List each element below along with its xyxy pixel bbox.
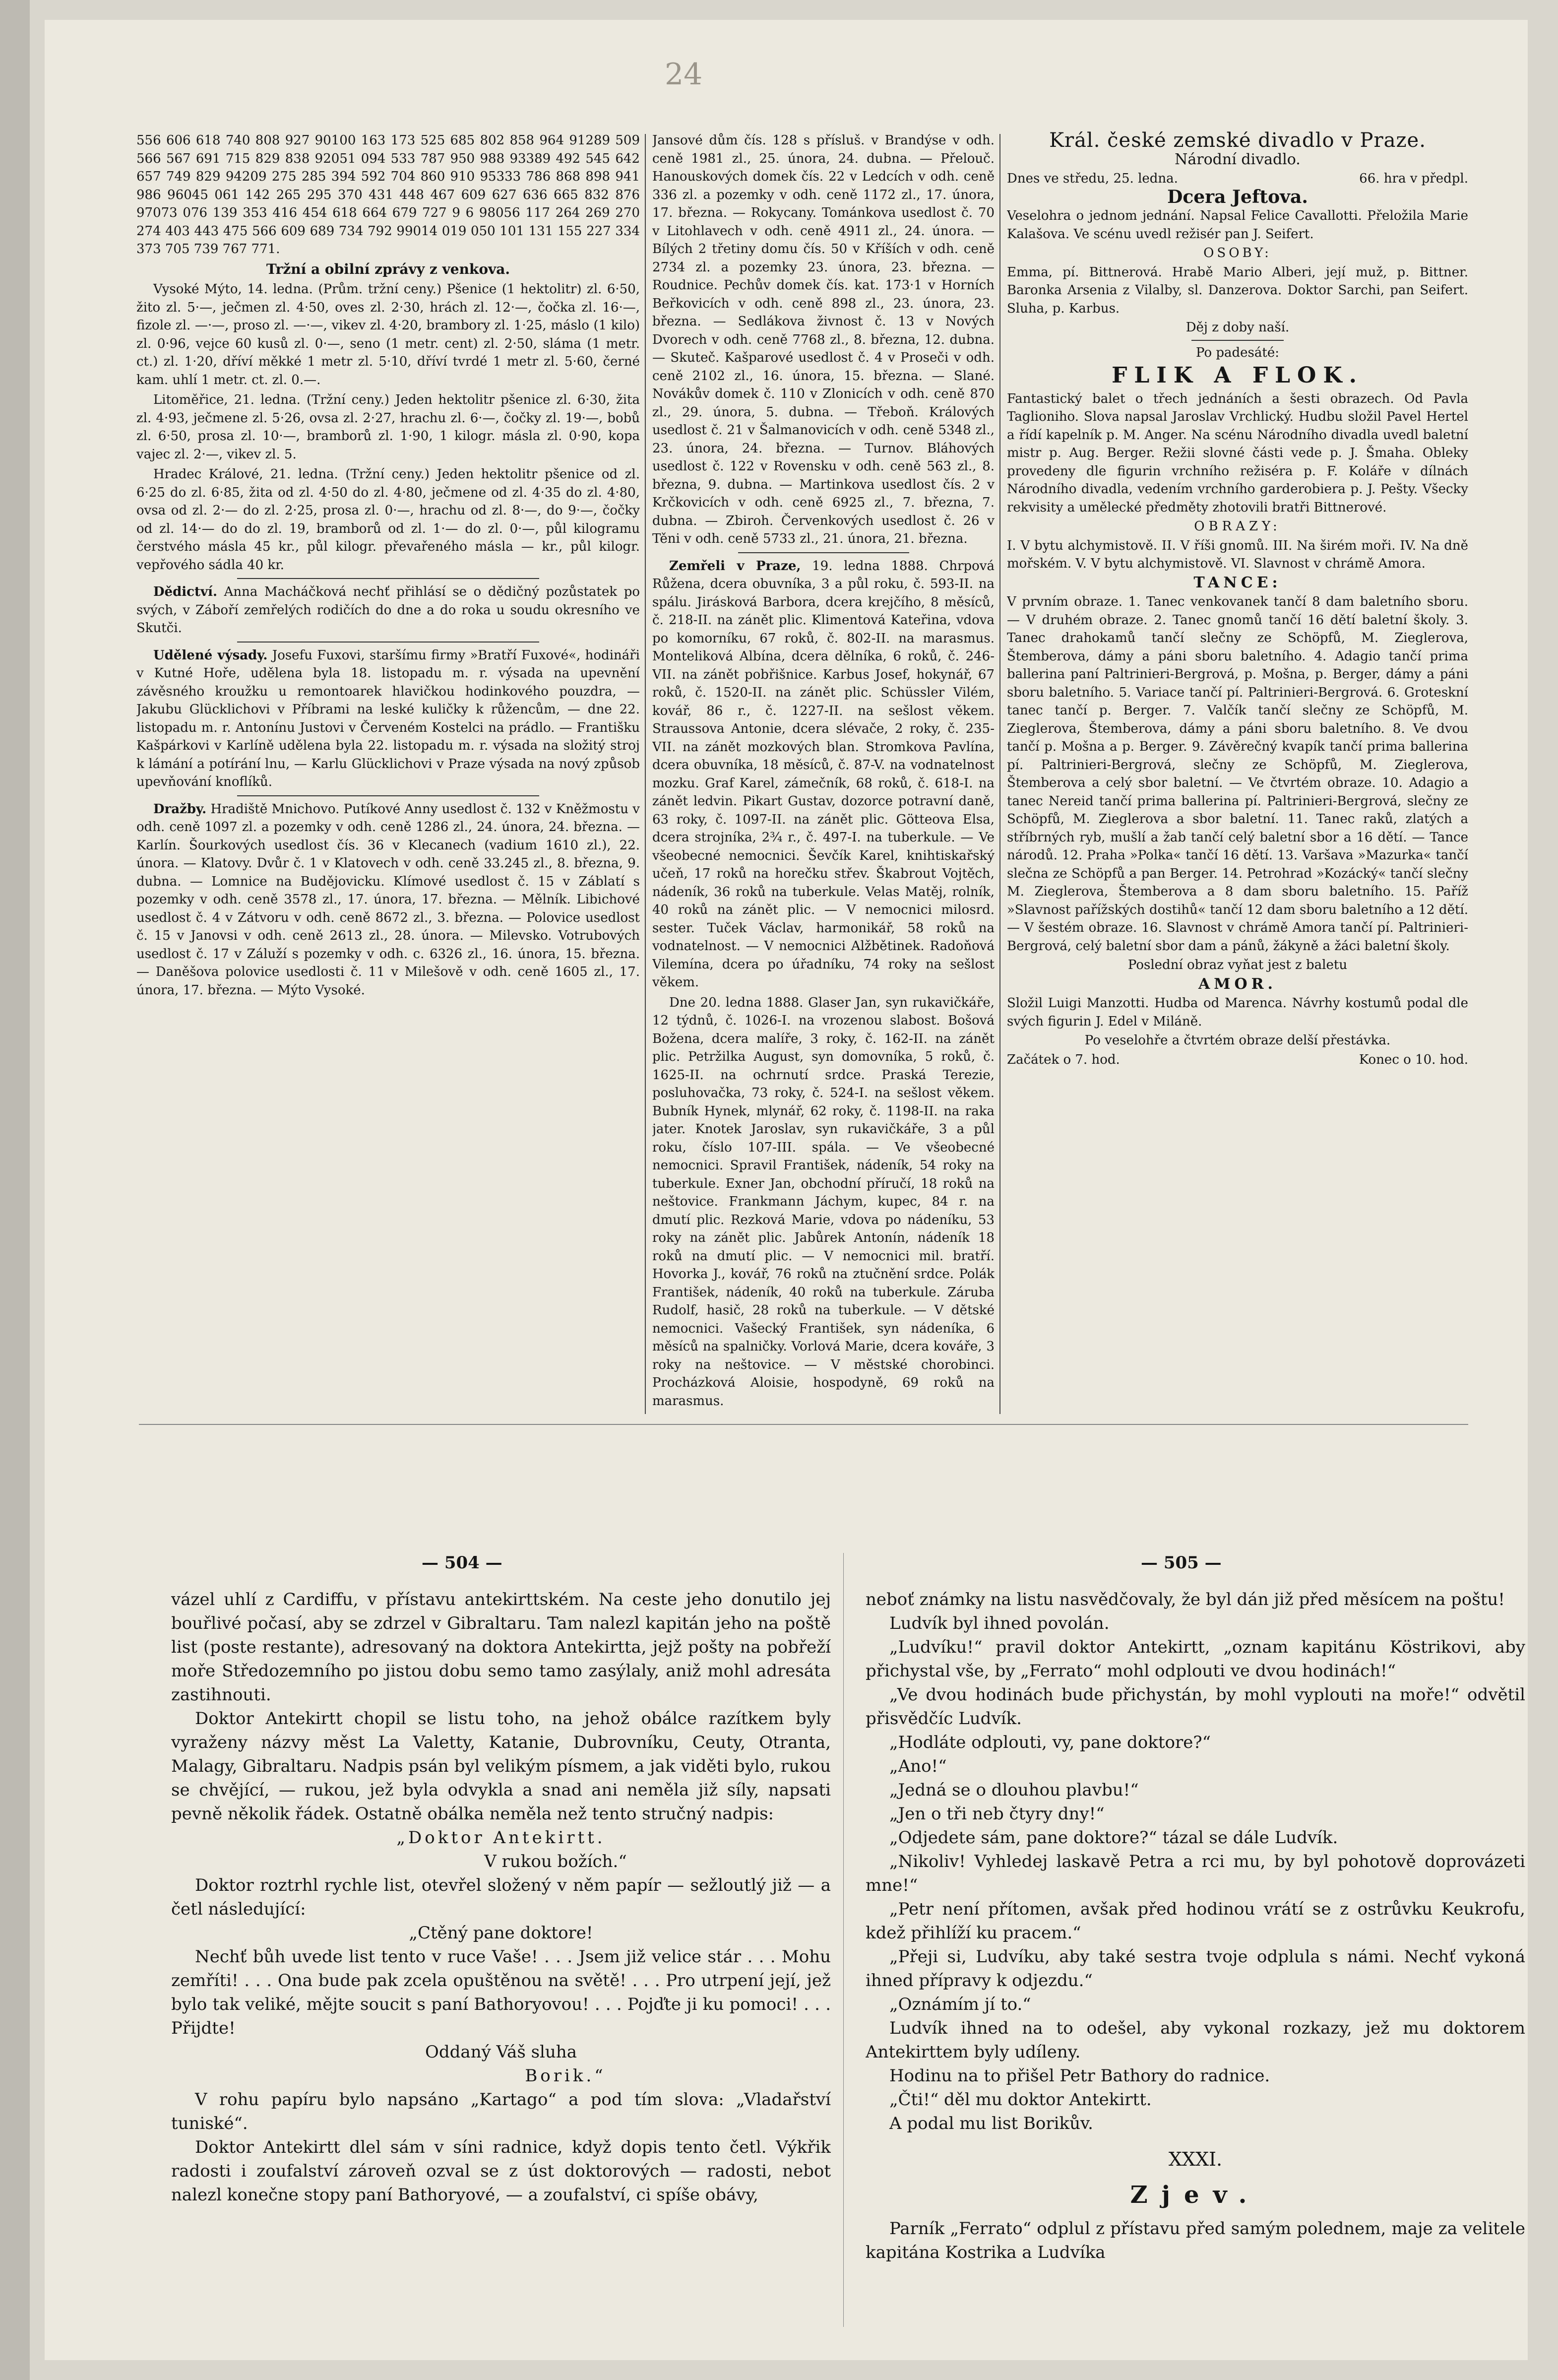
- theatre-title: Král. české zemské divadlo v Praze.: [1049, 131, 1426, 152]
- novel-paragraph: vázel uhlí z Cardiffu, v přístavu antekirttském. Na ceste jeho donutilo jej bouřlivé počasí, aby se zdrzel v Gibraltaru. Tam nalezl kapitán jeho na poště list (poste restante), adresovaný na doktora Antekirtta, jejž pošty na pobřeží moře Středozemního po jistou dobu semo tamo zasýlaly, aniž mohl adresáta zastihnouti.: [171, 1590, 831, 1705]
- letter-body: Nechť bůh uvede list tento v ruce Vaše! . . . Jsem již velice stár . . . Mohu zemříti! . . . Ona bude pak zcela opuštěnou na světě! . . . Pro utrpení její, jež bylo tak veliké, mějte soucit s paní Bathoryovou! . . . Pojďte ji ku pomoci! . . . Přijdte!: [171, 1947, 831, 2038]
- amor-label: AMOR.: [1198, 975, 1277, 993]
- novel-paragraph: „Jedná se o dlouhou plavbu!“: [889, 1780, 1139, 1800]
- inheritance-notice: [136, 583, 640, 638]
- date-line: Dnes ve středu, 25. ledna.: [1007, 171, 1178, 186]
- novel-paragraph: „Ano!“: [889, 1756, 947, 1776]
- scenes-text: I. V bytu alchymistově. II. V říši gnomů. III. Na širém moři. IV. Na dně mořském. V. V bytu alchymistově. VI. Slavnost v chrámě Amora.: [1007, 538, 1468, 571]
- column-3-theatre: [1007, 131, 1468, 1416]
- deaths-notice: [652, 557, 995, 992]
- letter-address: V rukou božích.“: [484, 1852, 627, 1871]
- novel-right-page: [866, 1588, 1525, 2342]
- novel-paragraph: „Petr není přítomen, avšak před hodinou vrátí se z ostrůvku Keukrofu, kdež přihlíží ku pracem.“: [866, 1899, 1525, 1943]
- scenes-label: OBRAZY:: [1194, 519, 1281, 534]
- auctions-heading: Dražby.: [153, 801, 207, 817]
- end-time: Konec o 10. hod.: [1359, 1052, 1468, 1067]
- novel-paragraph: V rohu papíru bylo napsáno „Kartago“ a pod tím slova: „Vladařství tuniské“.: [171, 2090, 831, 2133]
- deaths-text-1: 19. ledna 1888. Chrpová Růžena, dcera obuvníka, 3 a půl roku, č. 593-II. na spálu. Jirásková Barbora, dcera krejčího, 8 měsíců, č. 218-II. na zánět plic. Klimentová Kateřina, vdova po komorníku, 67 roků, č. 802-II. na marasmus. Monteliková Albína, dcera dělníka, 6 roků, č. 246-VII. na zánět pobřišnice. Karbus Josef, hokynář, 67 roků, č. 1520-II. na zánět plic. Schüssler Vilém, kovář, 86 r., č. 1227-II. na sešlost věkem. Straussova Antonie, dcera slévače, 2 roky, č. 235-VII. na zánět mozkových blan. Stromkova Pavlína, dcera obuvníka, 18 měsíců, č. 87-V. na vodnatelnost mozku. Graf Karel, zámečník, 68 roků, č. 618-I. na zánět ledvin. Pikart Gustav, dozorce potravní daně, 63 roky, č. 1097-II. na zánět plic. Götteova Elsa, dcera strojníka, 2¾ r., č. 497-I. na tuberkule. — Ve všeobecné nemocnici. Ševčík Karel, knihtiskařský učeň, 17 roků na horečku střev. Škabrout Vojtěch, nádeník, 36 roků na tuberkule. Velas Matěj, rolník, 40 roků na zánět plic. — V nemocnici milosrd. sester. Tuček Václav, harmonikář, 58 roků na vodnatelnost. — V nemocnici Alžbětinek. Radoňová Vilemína, dcera po úřadníku, 74 roky na sešlost věkem.: [652, 558, 995, 990]
- novel-paragraph: „Přeji si, Ludvíku, aby také sestra tvoje odplula s námi. Nechť vykoná ihned přípravy k odjezdu.“: [866, 1947, 1525, 1991]
- cast-text: Emma, pí. Bittnerová. Hrabě Mario Alberi, její muž, p. Bittner. Baronka Arsenia z Vilalby, sl. Danzerova. Doktor Sarchi, pan Seifert. Sluha, p. Karbus.: [1007, 264, 1468, 316]
- ballet-description: Fantastický balet o třech jednáních a šesti obrazech. Od Pavla Taglioniho. Slova napsal Jaroslav Vrchlický. Hudbu složil Pavel Hertel a řídí kapelník p. M. Anger. Na scénu Národního divadla uvedl baletní mistr p. Aug. Berger. Režii slovné části vede p. J. Šmaha. Obleky provedeny dle figurin vrchního režiséra p. F. Koláře v dílnách Národního divadla, vedením vrchního garderobiera p. J. Pešty. Všecky rekvisity a umělecké předměty zhotovili bratři Bittnerové.: [1007, 391, 1468, 515]
- play-description: Veselohra o jednom jednání. Napsal Felice Cavallotti. Přeložila Marie Kalašova. Ve scénu uvedl režisér pan J. Seifert.: [1007, 208, 1468, 242]
- novel-paragraph: Ludvík ihned na to odešel, aby vykonal rozkazy, jež mu doktorem Antekirttem byly udíleny.: [866, 2018, 1525, 2062]
- section-rule: [139, 1424, 1468, 1425]
- amor-text: Složil Luigi Manzotti. Hudba od Marenca. Návrhy kostumů podal dle svých figurin J. Edel v Miláně.: [1007, 996, 1468, 1029]
- last-scene-line: Poslední obraz vyňat jest z baletu: [1127, 958, 1348, 972]
- inheritance-heading: Dědictví.: [153, 584, 218, 599]
- divider: [237, 578, 539, 579]
- novel-paragraph: „Ludvíku!“ pravil doktor Antekirtt, „oznam kapitánu Köstrikovi, aby přichystal vše, by „Ferrato“ mohl odplouti ve dvou hodinách!“: [866, 1637, 1525, 1681]
- divider: [738, 552, 909, 553]
- novel-paragraph: Hodinu na to přišel Petr Bathory do radnice.: [889, 2066, 1270, 2086]
- sheet-number: 24: [665, 57, 703, 92]
- page-number-left: — 504 —: [422, 1553, 502, 1573]
- novel-paragraph: neboť známky na listu nasvědčovaly, že byl dán již před měsícem na poštu!: [866, 1590, 1505, 1609]
- novel-paragraph: Doktor Antekirtt dlel sám v síni radnice, když dopis tento četl. Výkřik radosti i zoufalství zároveň ozval se z úst doktorových — radosti, nebot nalezl konečne stopy paní Bathoryové, — a zoufalství, ci spíše obávy,: [171, 2137, 831, 2205]
- dances-label: TANCE:: [1193, 574, 1282, 591]
- novel-left-page: [171, 1588, 831, 2342]
- novel-paragraph: „Ve dvou hodinách bude přichystán, by mohl vyplouti na moře!“ odvětil přisvědčíc Ludvík.: [866, 1685, 1525, 1729]
- novel-paragraph: „Čti!“ děl mu doktor Antekirtt.: [889, 2090, 1152, 2110]
- times-row: [1007, 1051, 1468, 1069]
- novel-paragraph: Ludvík byl ihned povolán.: [889, 1613, 1110, 1633]
- divider: [237, 642, 539, 643]
- market-report-hradec: Hradec Králové, 21. ledna. (Tržní ceny.) Jeden hektolitr pšenice od zl. 6·25 do zl. 6·85, žita od zl. 4·50 do zl. 4·80, ječmene od zl. 4·35 do zl. 4·80, ovsa od zl. 2·— do zl. 2·25, prosa zl. 0·—, hrachu od zl. 8·—, do 9·—, čočky od zl. 14·— do do zl. 19, bramborů od zl. 1·— do zl. 0·—, půl kilogramu čerstvého másla 45 kr., půl kilogr. převařeného másla — kr., půl kilogr. vepřového sádla 40 kr.: [136, 467, 640, 573]
- theatre-subtitle: Národní divadlo.: [1175, 150, 1301, 168]
- book-binding: [0, 0, 30, 2380]
- novel-paragraph: „Jen o tři neb čtyry dny!“: [889, 1804, 1105, 1824]
- novel-paragraph: „Hodláte odplouti, vy, pane doktore?“: [889, 1733, 1211, 1752]
- market-report-vysoke-myto: Vysoké Mýto, 14. ledna. (Prům. tržní ceny.) Pšenice (1 hektolitr) zl. 6·50, žito zl. 5·—, ječmen zl. 4·50, oves zl. 2·30, hrách zl. 12·—, čočka zl. 16·—, fizole zl. —·—, proso zl. —·—, vikev zl. 4·20, brambory zl. 1·25, máslo (1 kilo) zl. 0·96, vejce 60 kusů zl. 0·—, seno (1 metr. cent) zl. 2·50, sláma (1 metr. ct.) zl. 1·20, dříví měkké 1 metr zl. 5·10, dříví tvrdé 1 metr zl. 5·60, černé kam. uhlí 1 metr. ct. zl. 0.—.: [136, 282, 640, 387]
- market-heading: Tržní a obilní zprávy z venkova.: [266, 260, 510, 277]
- auctions-continued: Jansové dům čís. 128 s přísluš. v Brandýse v odh. ceně 1981 zl., 25. února, 24. dubna. — Přelouč. Hanouskových domek čís. 22 v Ledcích v odh. ceně 336 zl. a pozemky v odh. ceně 1172 zl., 17. února, 17. března. — Rokycany. Tománkova usedlost č. 70 v Litohlavech v odh. ceně 4911 zl., 24. února. — Bílých 2 třetiny domu čís. 50 v Kříších v odh. ceně 2734 zl. a pozemky 23. února, 23. března. — Roudnice. Pechův domek čís. kat. 173·1 v Horních Beřkovicích v odh. ceně 898 zl., 23. února, 23. března. — Sedlákova živnost č. 13 v Nových Dvorech v odh. ceně 7768 zl., 8. března, 12. dubna. — Skuteč. Kašparové usedlost č. 4 v Proseči v odh. ceně 2102 zl., 16. února, 15. března. — Slané. Novákův domek č. 110 v Zlonicích v odh. ceně 870 zl., 29. února, 5. dubna. — Třeboň. Králových usedlost č. 21 v Šalmanovicích v odh. ceně 5348 zl., 23. února, 24. března. — Turnov. Bláhových usedlost č. 122 v Rovensku v odh. ceně 563 zl., 8. března, 9. dubna. — Martinkova usedlost čís. 2 v Krčkovicích v odh. ceně 6925 zl., 7. března, 7. dubna. — Zbiroh. Červenkových usedlost č. 26 v Těni v odh. ceně 5733 zl., 21. února, 21. března.: [652, 133, 995, 546]
- chapter-title: Zjev.: [1130, 2181, 1261, 2209]
- patents-text: Josefu Fuxovi, staršímu firmy »Bratří Fuxové«, hodináři v Kutné Hoře, udělena byla 18. listopadu m. r. výsada na upevnění závěsného kroužku u remontoarek hlavičkou hodinkového pouzdra, — Jakubu Glücklichovi v Příbrami na leské kuličky k růžencům, — dne 22. listopadu m. r. Antonínu Justovi v Červeném Kostelci na prádlo. — Františku Kašpárkovi v Karlíně udělena byla 22. listopadu m. r. výsada na složitý stroj k lámání a potírání lnu, — Karlu Glücklichovi v Praze výsada na nový způsob upevňování knoflíků.: [136, 647, 640, 789]
- column-1: [136, 131, 640, 1416]
- patents-heading: Udělené výsady.: [153, 647, 268, 663]
- play-title: Dcera Jeftova.: [1167, 186, 1308, 207]
- letter-closing: Oddaný Váš sluha: [425, 2042, 577, 2062]
- patents-notice: [136, 646, 640, 791]
- novel-paragraph: „Oznámím jí to.“: [889, 1994, 1031, 2014]
- deaths-heading: Zemřeli v Praze,: [669, 558, 801, 574]
- scene-line: Děj z doby naší.: [1185, 320, 1290, 335]
- letter-salutation: „Ctěný pane doktore!: [409, 1923, 593, 1943]
- novel-paragraph: Doktor roztrhl rychle list, otevřel složený v něm papír — sežloutlý již — a četl následující:: [171, 1875, 831, 1919]
- cast-label: OSOBY:: [1203, 246, 1272, 260]
- date-row: [1007, 170, 1468, 188]
- chapter-number: XXXI.: [1168, 2148, 1223, 2170]
- newspaper-page: [45, 20, 1528, 2360]
- page-number-right: — 505 —: [1141, 1553, 1222, 1573]
- start-time: Začátek o 7. hod.: [1007, 1052, 1120, 1067]
- column-2: [652, 131, 995, 1416]
- column-rule: [645, 134, 646, 1414]
- novel-paragraph: Doktor Antekirtt chopil se listu toho, na jehož obálce razítkem byly vyraženy názvy měst La Valetty, Katanie, Dubrovníku, Ceuty, Otranta, Malagy, Gibraltaru. Nadpis psán byl velikým písmem, a jak viděti bylo, rukou se chvějící, — rukou, jež byla odvykla a snad ani neměla již síly, napsati pevně několik řádek. Ostatně obálka neměla než tento stručný nadpis:: [171, 1709, 831, 1824]
- intermission-line: Po veselohře a čtvrtém obraze delší přestávka.: [1084, 1033, 1391, 1048]
- novel-paragraph: A podal mu list Borikův.: [889, 2114, 1093, 2133]
- divider: [1191, 340, 1284, 341]
- dances-text: V prvním obraze. 1. Tanec venkovanek tančí 8 dam baletního sboru. — V druhém obraze. 2. Tanec gnomů tančí 16 dětí baletní školy. 3. Tanec drahokamů tančí slečny ze Schöpfů, M. Zieglerova, Štemberova, dámy a páni sboru baletního. 4. Adagio tančí prima ballerina paní Paltrinieri-Bergrová, p. Mošna, p. Berger, dámy a páni sboru baletního. 5. Variace tančí pí. Paltrinieri-Bergrová. 6. Groteskní tanec tančí p. Berger. 7. Valčík tančí slečny ze Schöpfů, M. Zieglerova, Štemberova, dámy a páni sboru baletního. 8. Ve dvou tančí p. Mošna a p. Berger. 9. Závěrečný kvapík tančí prima ballerina pí. Paltrinieri-Bergrová, slečny ze Schöpfů, M. Zieglerova, Štemberova a celý sbor baletní. — Ve čtvrtém obraze. 10. Adagio a tanec Nereid tančí prima ballerina pí. Paltrinieri-Bergrová, slečny ze Schöpfů, M. Zieglerova a sbor baletní. 11. Tanec raků, zlatých a stříbrných ryb, mušlí a žab tančí celý baletní sbor a 16 dětí. — Tance národů. 12. Praha »Polka« tančí 16 dětí. 13. Varšava »Mazurka« tančí slečna ze Schöpfů a pan Berger. 14. Petrohrad »Kozácký« tančí slečny M. Zieglerova, Štemberova a 8 dam sboru baletního. 15. Paříž »Slavnost pařížských dostihů« tančí 12 dam sboru baletního a 12 dětí. — V šestém obraze. 16. Slavnost v chrámě Amora tančí pí. Paltrinieri-Bergrová, celý baletní sbor dam a pánů, žákyně a žáci baletní školy.: [1007, 594, 1468, 954]
- page-gutter: [843, 1553, 844, 2327]
- auctions-text: Hradiště Mnichovo. Putíkové Anny usedlost č. 132 v Kněžmostu v odh. ceně 1097 zl. a pozemky v odh. ceně 1286 zl., 24. února, 24. března. — Karlín. Šourkových usedlost čís. 36 v Klecanech (vadium 1610 zl.), 22. února. — Klatovy. Dvůr č. 1 v Klatovech v odh. ceně 33.245 zl., 8. března, 9. dubna. — Lomnice na Budějovicku. Klímové usedlost č. 15 v Záblatí s pozemky v odh. ceně 3578 zl., 17. února, 17. března. — Mělník. Libichové usedlost č. 4 v Zátvoru v odh. ceně 8672 zl., 3. března. — Polovice usedlost č. 15 v Janovsi v odh. ceně 2613 zl., 28. února. — Milevsko. Votrubových usedlost č. 17 v Záluží s pozemky v odh. c. 6326 zl., 16. února, 15. března. — Daněšova polovice usedlosti č. 11 v Milešově v odh. ceně 1605 zl., 17. února, 17. března. — Mýto Vysoké.: [136, 801, 640, 998]
- letter-signature: Borik.“: [525, 2066, 606, 2086]
- ballet-title: FLIK A FLOK.: [1112, 363, 1364, 388]
- novel-paragraph: „Odjedete sám, pane doktore?“ tázal se dále Ludvík.: [889, 1828, 1338, 1848]
- letter-address: „Doktor Antekirtt.: [396, 1828, 606, 1848]
- divider: [237, 795, 539, 796]
- after-line: Po padesáté:: [1196, 345, 1279, 360]
- inheritance-text: Anna Macháčková nechť přihlásí se o dědičný pozůstatek po svých, v Záboří zemřelých rodičích do dne a do roka u soudu okresního ve Skutči.: [136, 584, 640, 636]
- novel-paragraph: „Nikoliv! Vyhledej laskavě Petra a rci mu, by byl pohotově doprovázeti mne!“: [866, 1852, 1525, 1895]
- novel-paragraph: Parník „Ferrato“ odplul z přístavu před samým polednem, maje za velitele kapitána Kostrika a Ludvíka: [866, 2219, 1525, 2262]
- market-report-litomerice: Litoměřice, 21. ledna. (Tržní ceny.) Jeden hektolitr pšenice zl. 6·30, žita zl. 4·93, ječmene zl. 5·26, ovsa zl. 2·27, hrachu zl. 6·—, čočky zl. 19·—, bobů zl. 6·50, prosa zl. 10·—, bramborů zl. 1·90, 1 kilogr. másla zl. 0·90, kopa vajec zl. 2·—, vikev zl. 5.: [136, 392, 640, 462]
- auctions-notice: [136, 800, 640, 1000]
- lottery-numbers: 556 606 618 740 808 927 90100 163 173 525 685 802 858 964 91289 509 566 567 691 715 829 838 92051 094 533 787 950 988 93389 492 545 642 657 749 829 94209 275 285 394 592 704 860 910 95333 786 868 898 941 986 96045 061 142 265 295 370 431 448 467 609 627 636 665 832 876 97073 076 139 353 416 454 618 664 679 727 9 6 98056 117 264 269 270 274 403 443 475 566 609 689 734 792 99014 019 050 101 131 155 227 334 373 705 739 767 771.: [136, 133, 640, 257]
- deaths-text-2: Dne 20. ledna 1888. Glaser Jan, syn rukavičkáře, 12 týdnů, č. 1026-I. na vrozenou slabost. Bošová Božena, dcera malíře, 3 roky, č. 162-II. na zánět plic. Petržilka August, syn domovníka, 5 roků, č. 1625-II. na ochrnutí srdce. Praská Terezie, posluhovačka, 73 roky, č. 524-I. na sešlost věkem. Bubník Hynek, mlynář, 62 roky, č. 1198-II. na raka jater. Knotek Jaroslav, syn rukavičkáře, 3 a půl roku, číslo 107-III. spála. — Ve všeobecné nemocnici. Spravil František, nádeník, 54 roky na tuberkule. Exner Jan, obchodní příručí, 18 roků na neštovice. Frankmann Jáchym, kupec, 84 r. na dmutí plic. Rezková Marie, vdova po nádeníku, 53 roky na zánět plic. Jabůrek Antonín, nádeník 18 roků na dmutí plic. — V nemocnici mil. bratří. Hovorka J., kovář, 76 roků na ztučnění srdce. Polák František, nádeník, 40 roků na tuberkule. Záruba Rudolf, hasič, 28 roků na tuberkule. — V dětské nemocnici. Vašecký František, syn nádeníka, 6 měsíců na spalničky. Vorlová Marie, dcera kováře, 3 roky na neštovice. — V městské chorobinci. Procházková Aloisie, hospodyně, 69 roků na marasmus.: [652, 995, 995, 1409]
- column-rule: [999, 134, 1000, 1414]
- performance-line: 66. hra v předpl.: [1359, 171, 1468, 186]
